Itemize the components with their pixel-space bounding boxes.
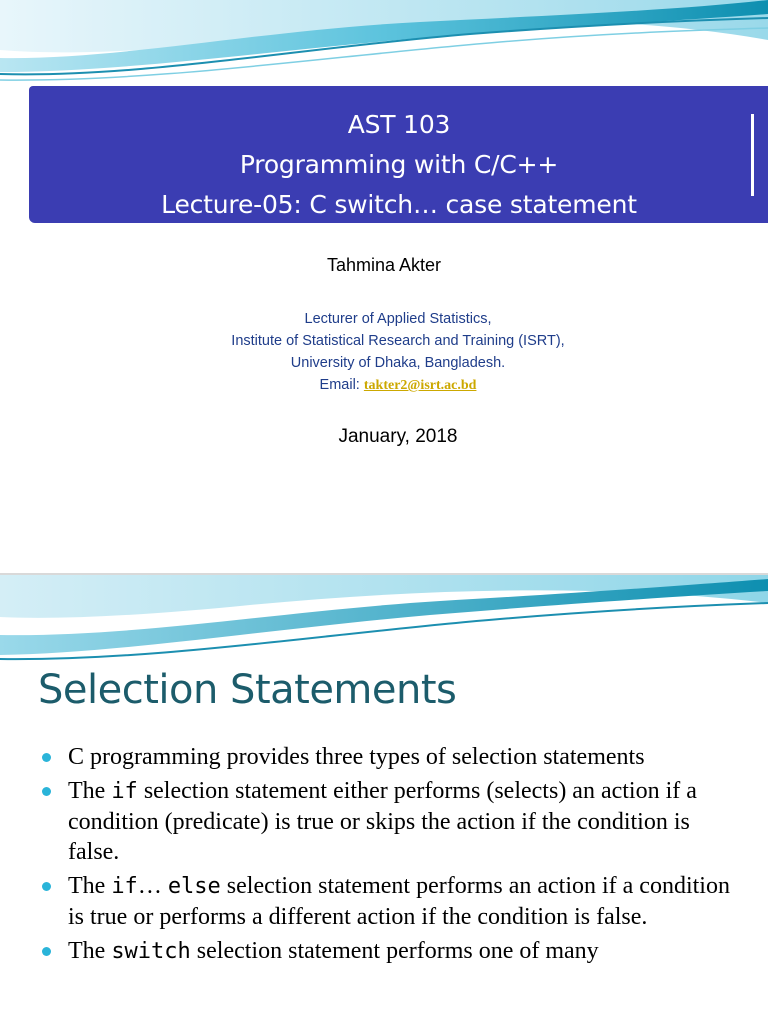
list-item [40, 742, 740, 772]
bullet-text: C programming provides three types of selection statements [68, 744, 645, 770]
bullet-text: The [68, 873, 112, 899]
bullet-dot-icon [42, 753, 51, 762]
bullet-text: … [137, 873, 168, 899]
bullet-text: selection statement either performs (selects) an action if a condition (predicate) is true or skips the action if the condition is false. [68, 778, 697, 865]
list-item [40, 776, 740, 867]
code-keyword: else [167, 874, 221, 899]
slide-title: Selection Statements [38, 667, 457, 713]
list-item [40, 871, 740, 932]
affiliation-line: University of Dhaka, Bangladesh. [290, 355, 506, 371]
affiliation-line: Institute of Statistical Research and Training (ISRT), [231, 333, 565, 349]
course-code: AST 103 [347, 110, 451, 139]
code-keyword: if [111, 779, 138, 804]
course-title: Programming with C/C++ [239, 150, 559, 179]
cursor-mark [751, 114, 754, 196]
bullet-text: The [68, 778, 112, 804]
code-keyword: if [111, 874, 138, 899]
bullet-text: selection statement performs one of many [190, 938, 599, 964]
bullet-dot-icon [42, 882, 51, 891]
bullet-list [40, 742, 740, 971]
email-label: Email: [319, 377, 364, 393]
content-slide [0, 575, 768, 1024]
bullet-dot-icon [42, 787, 51, 796]
bullet-text: selection statement performs an action if a condition is true or performs a different action if the condition is false. [68, 873, 730, 930]
list-item [40, 936, 740, 967]
wave-swoosh-icon [0, 575, 768, 665]
code-keyword: switch [111, 939, 191, 964]
author-name: Tahmina Akter [326, 255, 442, 275]
email-link[interactable]: takter2@isrt.ac.bd [363, 378, 477, 393]
email-line [0, 377, 768, 394]
date: January, 2018 [338, 426, 458, 447]
bullet-text: The [68, 938, 112, 964]
affiliation-line: Lecturer of Applied Statistics, [304, 311, 492, 327]
lecture-title: Lecture-05: C switch… case statement [161, 190, 637, 219]
title-banner [29, 86, 768, 223]
bullet-dot-icon [42, 947, 51, 956]
